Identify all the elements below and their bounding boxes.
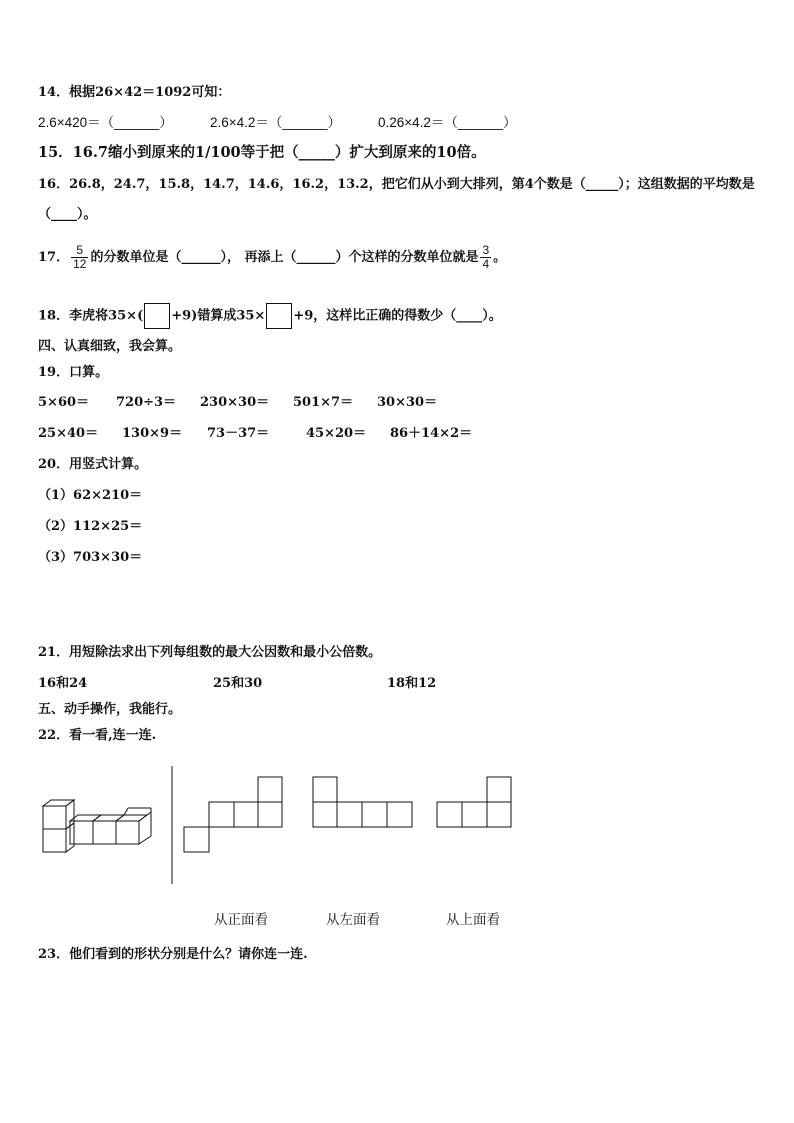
question-17-text: 的分数单位是（______）， 再添上（______）个这样的分数单位就是 xyxy=(90,250,479,265)
oral-calc-r2-3: 73－37＝ xyxy=(207,426,270,441)
question-16-line-2: （____）。 xyxy=(38,207,97,222)
fraction-three-quarters: $\frac{3}{4}$ xyxy=(482,243,490,271)
question-19-stem: 19．口算。 xyxy=(38,365,109,380)
oral-calc-r1-3: 230×30＝ xyxy=(200,395,270,410)
oral-calc-r2-4: 45×20＝ xyxy=(306,426,367,441)
caption-left-view: 从左面看 xyxy=(326,912,380,927)
question-20-stem: 20．用竖式计算。 xyxy=(38,457,148,472)
view-a-squares xyxy=(184,777,282,852)
oral-calc-r2-1: 25×40＝ xyxy=(38,426,99,441)
question-23-stem: 23．他们看到的形状分别是什么？请你连一连. xyxy=(38,947,308,962)
question-17-number: 17． xyxy=(38,250,70,265)
oral-calc-r2-2: 130×9＝ xyxy=(122,426,183,441)
number-pair-2: 25和30 xyxy=(213,676,263,691)
caption-front-view: 从正面看 xyxy=(214,912,268,927)
solid-figure-3d xyxy=(43,800,151,852)
vertical-calc-2: （2）112×25＝ xyxy=(38,519,143,534)
question-17: 17． $\frac{5}{12}$ 的分数单位是（______）， 再添上（______）个这样的分数单位就是 $\frac{3}{4}$ 。 xyxy=(38,243,507,271)
question-22-stem: 22．看一看,连一连. xyxy=(38,728,157,743)
vertical-calc-3: （3）703×30＝ xyxy=(38,550,143,565)
oral-calc-r1-4: 501×7＝ xyxy=(293,395,354,410)
section-5-heading: 五、动手操作，我能行。 xyxy=(38,702,182,717)
view-b-squares xyxy=(313,777,412,827)
question-14-item-2: 2.6×4.2＝（______） xyxy=(210,115,341,130)
question-18: 18．李虎将35×( +9)错算成35× +9，这样比正确的得数少（____）。 xyxy=(38,303,502,329)
number-pair-3: 18和12 xyxy=(387,676,437,691)
question-21-stem: 21．用短除法求出下列每组数的最大公因数和最小公倍数。 xyxy=(38,645,382,660)
vertical-calc-1: （1）62×210＝ xyxy=(38,488,143,503)
question-14-item-3: 0.26×4.2＝（______） xyxy=(378,115,517,130)
oral-calc-r2-5: 86＋14×2＝ xyxy=(390,426,473,441)
oral-calc-r1-2: 720÷3＝ xyxy=(116,395,177,410)
caption-top-view: 从上面看 xyxy=(446,912,500,927)
number-pair-1: 16和24 xyxy=(38,676,88,691)
view-c-squares xyxy=(437,777,511,827)
oral-calc-r1-1: 5×60＝ xyxy=(38,395,90,410)
section-4-heading: 四、认真细致，我会算。 xyxy=(38,339,182,354)
question-16-line-1: 16．26.8，24.7，15.8，14.7，14.6，16.2，13.2，把它们从小到大排列，第4个数是（_____）；这组数据的平均数是 xyxy=(38,177,755,192)
oral-calc-r1-5: 30×30＝ xyxy=(377,395,438,410)
fraction-five-twelfths: $\frac{5}{12}$ xyxy=(73,243,87,271)
question-14-stem: 14．根据26×42＝1092可知： xyxy=(38,85,231,100)
question-14-item-1: 2.6×420＝（______） xyxy=(38,115,173,130)
question-15: 15．16.7缩小到原来的1/100等于把（_____）扩大到原来的10倍。 xyxy=(38,144,486,161)
